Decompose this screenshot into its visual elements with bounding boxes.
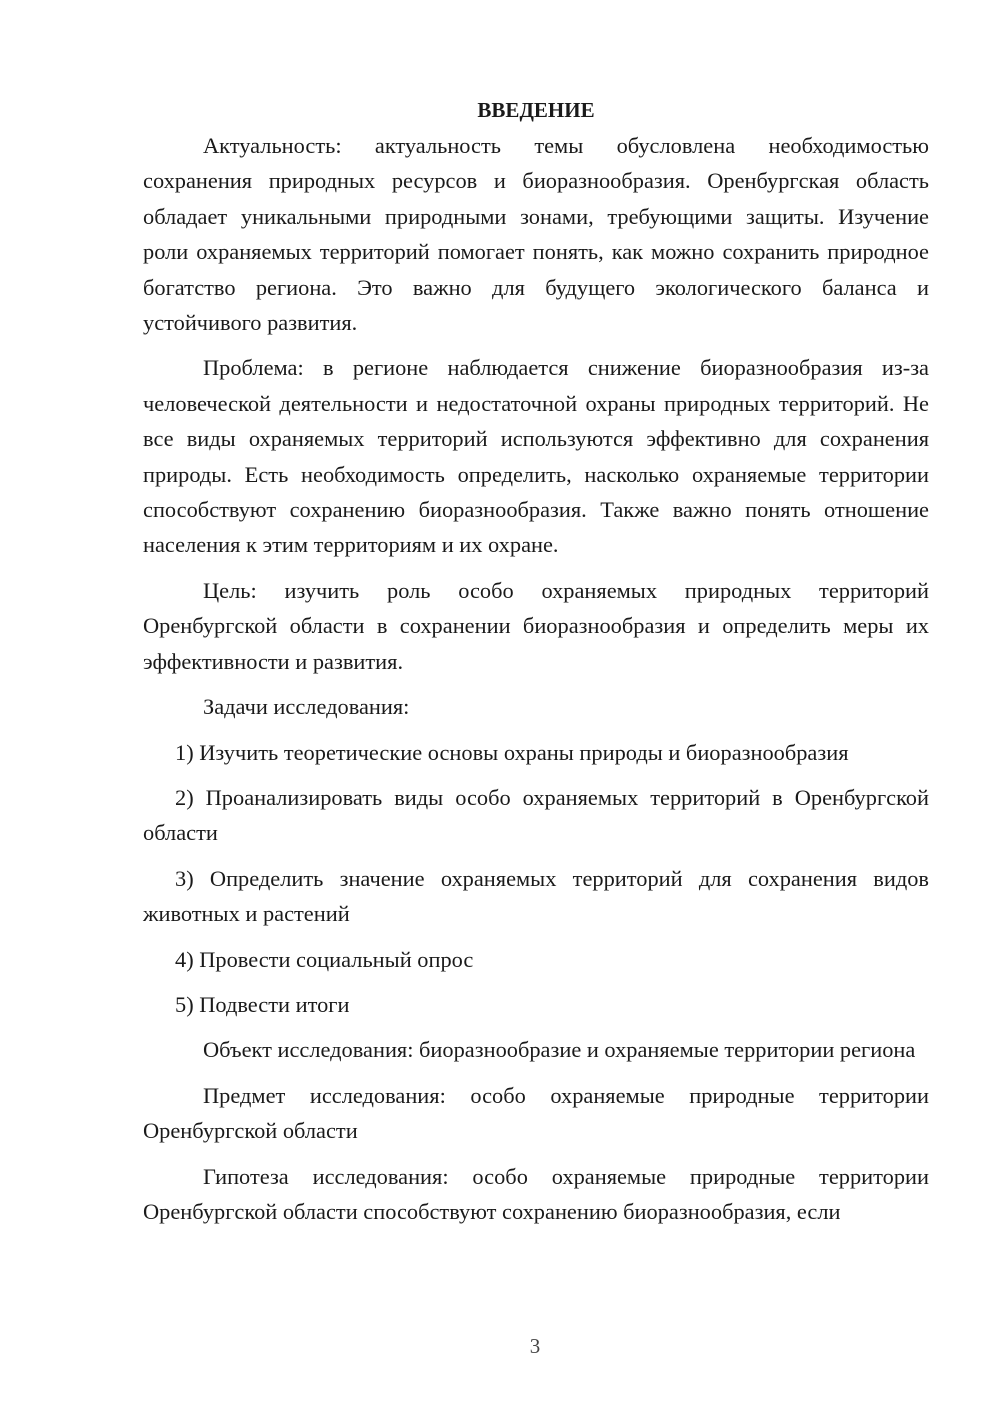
paragraph-object: Объект исследования: биоразнообразие и охраняемые территории региона xyxy=(203,1037,916,1063)
task-item-3: 3) Определить значение охраняемых территорий для сохранения видов животных и растений xyxy=(143,865,929,927)
paragraph-hypothesis: Гипотеза исследования: особо охраняемые природные территории Оренбургской области способствуют сохранению биоразнообразия, если xyxy=(143,1163,929,1224)
paragraph-relevance: Актуальность: актуальность темы обусловлена необходимостью сохранения природных ресурсов и биоразнообразия. Оренбургская область обладает уникальными природными зонами, требующими защиты. Изучение роли охраняемых территорий помогает понять, как можно сохранить природное богатство региона. Это важно для будущего экологического баланса и устойчивого развития. xyxy=(143,133,929,336)
document-page xyxy=(143,92,929,1239)
tasks-heading: Задачи исследования: xyxy=(203,694,410,720)
paragraph-goal: Цель: изучить роль особо охраняемых природных территорий Оренбургской области в сохранении биоразнообразия и определить меры их эффективности и развития. xyxy=(143,577,929,674)
section-heading: ВВЕДЕНИЕ xyxy=(477,98,595,122)
task-item-4: 4) Провести социальный опрос xyxy=(175,946,474,972)
page-number: 3 xyxy=(529,1334,541,1358)
paragraph-subject: Предмет исследования: особо охраняемые природные территории Оренбургской области xyxy=(143,1082,929,1144)
task-item-5: 5) Подвести итоги xyxy=(175,991,350,1017)
paragraph-problem: Проблема: в регионе наблюдается снижение биоразнообразия из-за человеческой деятельности и недостаточной охраны природных территорий. Не все виды охраняемых территорий используются эффективно для сохранения природы. Есть необходимость определить, насколько охраняемые территории способствуют сохранению биоразнообразия. Также важно понять отношение населения к этим территориям и их охране. xyxy=(143,355,929,558)
task-item-1: 1) Изучить теоретические основы охраны природы и биоразнообразия xyxy=(175,739,849,765)
task-item-2: 2) Проанализировать виды особо охраняемых территорий в Оренбургской области xyxy=(143,784,929,846)
